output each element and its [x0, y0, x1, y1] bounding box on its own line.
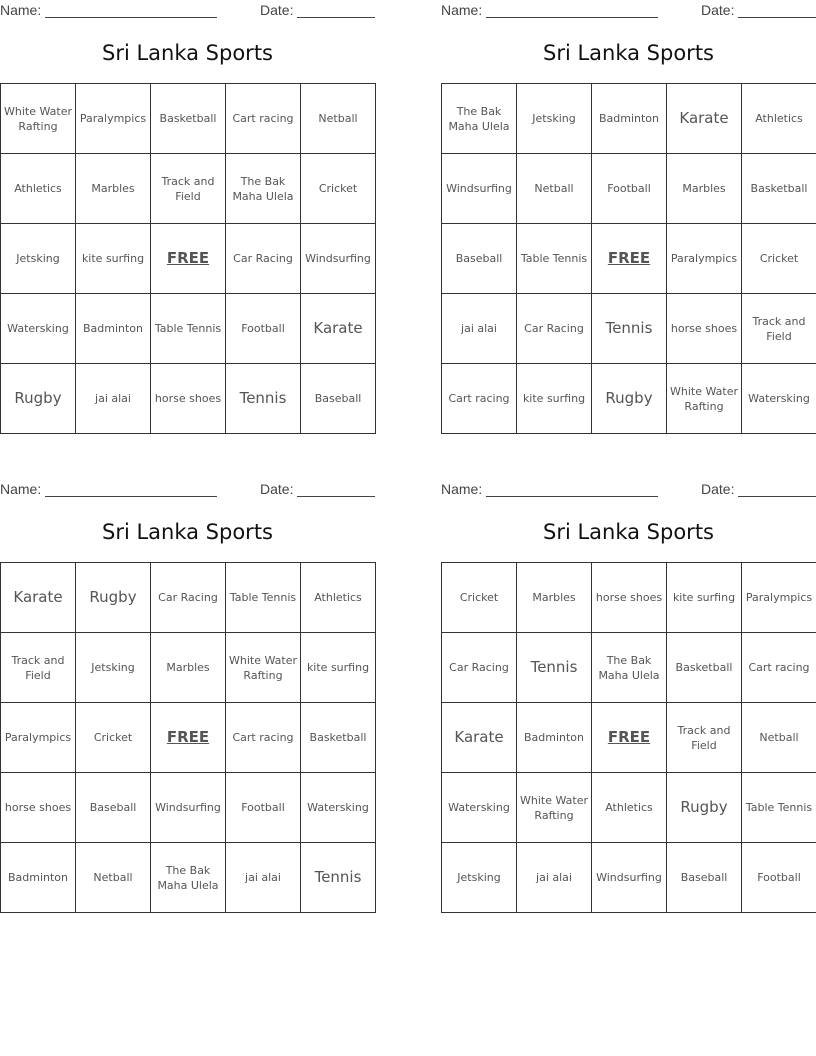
bingo-cell: Cricket [742, 224, 816, 294]
bingo-cell: Netball [76, 843, 151, 913]
bingo-cell: Track and Field [742, 294, 816, 364]
bingo-cell: Tennis [517, 633, 592, 703]
date-label: Date: [701, 2, 735, 18]
name-date-row [0, 481, 376, 499]
card-title: Sri Lanka Sports [101, 41, 273, 65]
bingo-cell: White Water Rafting [226, 633, 301, 703]
bingo-card-2 [441, 0, 816, 432]
bingo-cell: White Water Rafting [517, 773, 592, 843]
bingo-cell: kite surfing [517, 364, 592, 434]
bingo-cell: Karate [442, 703, 517, 773]
bingo-grid [0, 83, 376, 434]
bingo-cell: Rugby [592, 364, 667, 434]
bingo-cell: Table Tennis [151, 294, 226, 364]
bingo-cell: Paralympics [1, 703, 76, 773]
bingo-cell: Watersking [742, 364, 816, 434]
bingo-cell: Badminton [76, 294, 151, 364]
bingo-cell: Marbles [76, 154, 151, 224]
bingo-card-3 [0, 479, 376, 911]
bingo-cell: Tennis [301, 843, 376, 913]
bingo-cell: Paralympics [742, 563, 816, 633]
bingo-cell: Baseball [301, 364, 376, 434]
free-space: FREE [592, 703, 667, 773]
bingo-cell: The Bak Maha Ulela [151, 843, 226, 913]
date-label: Date: [701, 481, 735, 497]
bingo-cell: jai alai [517, 843, 592, 913]
bingo-cell: Athletics [301, 563, 376, 633]
bingo-cell: Track and Field [1, 633, 76, 703]
name-label: Name: [441, 481, 483, 497]
bingo-cell: Football [742, 843, 816, 913]
name-label: Name: [441, 2, 483, 18]
bingo-cell: White Water Rafting [667, 364, 742, 434]
bingo-grid [0, 562, 376, 913]
bingo-cell: Marbles [667, 154, 742, 224]
bingo-cell: Basketball [667, 633, 742, 703]
bingo-cell: Table Tennis [226, 563, 301, 633]
bingo-cell: Rugby [76, 563, 151, 633]
bingo-cell: Baseball [442, 224, 517, 294]
free-space: FREE [592, 224, 667, 294]
bingo-cell: jai alai [226, 843, 301, 913]
name-date-row [441, 2, 816, 20]
bingo-cell: kite surfing [301, 633, 376, 703]
free-space: FREE [151, 703, 226, 773]
bingo-cell: Cricket [442, 563, 517, 633]
bingo-cell: Cart racing [742, 633, 816, 703]
bingo-cell: Athletics [1, 154, 76, 224]
bingo-cell: Cart racing [226, 84, 301, 154]
bingo-cell: White Water Rafting [1, 84, 76, 154]
bingo-cell: Basketball [742, 154, 816, 224]
name-label: Name: [0, 2, 42, 18]
bingo-card-1 [0, 0, 376, 432]
bingo-cell: Football [226, 773, 301, 843]
free-space: FREE [151, 224, 226, 294]
bingo-cell: Watersking [301, 773, 376, 843]
bingo-cell: Cart racing [226, 703, 301, 773]
name-line [45, 2, 217, 18]
bingo-cell: horse shoes [592, 563, 667, 633]
bingo-cell: The Bak Maha Ulela [442, 84, 517, 154]
bingo-cell: Basketball [301, 703, 376, 773]
bingo-cell: jai alai [76, 364, 151, 434]
bingo-cell: Car Racing [151, 563, 226, 633]
bingo-cell: Jetsking [442, 843, 517, 913]
bingo-cell: Watersking [442, 773, 517, 843]
bingo-cell: Jetsking [517, 84, 592, 154]
bingo-cell: jai alai [442, 294, 517, 364]
name-label: Name: [0, 481, 42, 497]
bingo-cell: Tennis [226, 364, 301, 434]
bingo-cell: Badminton [1, 843, 76, 913]
bingo-cell: Car Racing [442, 633, 517, 703]
bingo-cell: Karate [301, 294, 376, 364]
bingo-cell: Cricket [76, 703, 151, 773]
bingo-cell: Netball [742, 703, 816, 773]
bingo-cell: Netball [301, 84, 376, 154]
bingo-grid [441, 83, 816, 434]
bingo-cell: Windsurfing [301, 224, 376, 294]
bingo-cell: Marbles [151, 633, 226, 703]
bingo-cell: Marbles [517, 563, 592, 633]
bingo-cell: Athletics [592, 773, 667, 843]
bingo-cell: Tennis [592, 294, 667, 364]
bingo-cell: horse shoes [667, 294, 742, 364]
date-label: Date: [260, 481, 294, 497]
date-line [297, 481, 375, 497]
bingo-cell: The Bak Maha Ulela [226, 154, 301, 224]
name-date-row [0, 2, 376, 20]
bingo-cell: Rugby [1, 364, 76, 434]
date-line [738, 2, 816, 18]
bingo-cell: kite surfing [667, 563, 742, 633]
card-title: Sri Lanka Sports [542, 520, 714, 544]
bingo-cell: Jetsking [76, 633, 151, 703]
date-line [297, 2, 375, 18]
name-line [486, 2, 658, 18]
bingo-cell: Track and Field [667, 703, 742, 773]
date-label: Date: [260, 2, 294, 18]
bingo-grid [441, 562, 816, 913]
bingo-cell: Baseball [76, 773, 151, 843]
bingo-cell: Windsurfing [592, 843, 667, 913]
bingo-cell: Car Racing [226, 224, 301, 294]
bingo-cell: Basketball [151, 84, 226, 154]
bingo-cell: Table Tennis [742, 773, 816, 843]
bingo-cell: Karate [667, 84, 742, 154]
bingo-cell: Watersking [1, 294, 76, 364]
bingo-cell: Track and Field [151, 154, 226, 224]
name-line [486, 481, 658, 497]
bingo-cell: Football [592, 154, 667, 224]
bingo-cell: kite surfing [76, 224, 151, 294]
bingo-cell: Netball [517, 154, 592, 224]
bingo-cell: Athletics [742, 84, 816, 154]
bingo-cell: Karate [1, 563, 76, 633]
bingo-cell: Jetsking [1, 224, 76, 294]
bingo-cell: Cricket [301, 154, 376, 224]
bingo-cell: The Bak Maha Ulela [592, 633, 667, 703]
bingo-cell: Windsurfing [151, 773, 226, 843]
bingo-cell: horse shoes [151, 364, 226, 434]
bingo-cell: horse shoes [1, 773, 76, 843]
name-line [45, 481, 217, 497]
bingo-cell: Table Tennis [517, 224, 592, 294]
bingo-cell: Paralympics [76, 84, 151, 154]
card-title: Sri Lanka Sports [101, 520, 273, 544]
bingo-cell: Football [226, 294, 301, 364]
name-date-row [441, 481, 816, 499]
date-line [738, 481, 816, 497]
bingo-cell: Paralympics [667, 224, 742, 294]
bingo-card-4 [441, 479, 816, 911]
bingo-cell: Cart racing [442, 364, 517, 434]
bingo-cell: Rugby [667, 773, 742, 843]
card-title: Sri Lanka Sports [542, 41, 714, 65]
bingo-cell: Baseball [667, 843, 742, 913]
bingo-cell: Windsurfing [442, 154, 517, 224]
bingo-cell: Car Racing [517, 294, 592, 364]
bingo-cell: Badminton [592, 84, 667, 154]
bingo-cell: Badminton [517, 703, 592, 773]
